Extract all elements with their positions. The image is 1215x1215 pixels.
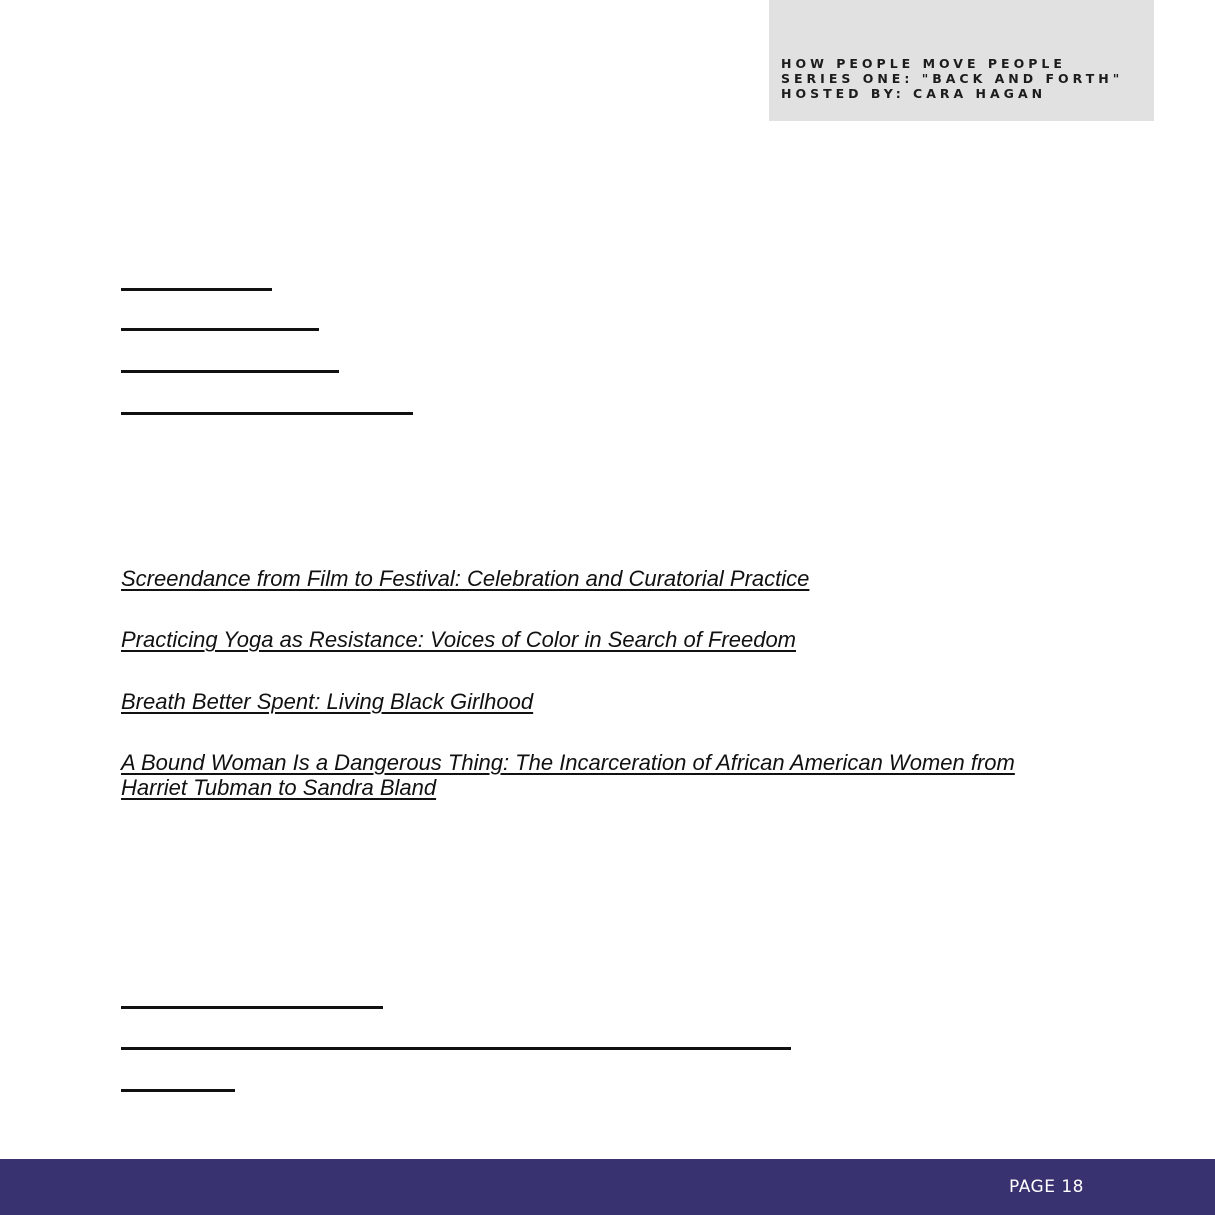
book-link-list (121, 566, 1061, 800)
book-link-bound-woman[interactable]: A Bound Woman Is a Dangerous Thing: The Incarceration of African American Women from Harriet Tubman to Sandra Bland (121, 750, 1015, 800)
empty-link-underline[interactable] (121, 412, 413, 415)
empty-link-underline[interactable] (121, 288, 272, 291)
empty-link-underline[interactable] (121, 1047, 791, 1050)
page-number: PAGE 18 (1009, 1177, 1084, 1197)
empty-link-underline[interactable] (121, 328, 319, 331)
series-header-text (781, 56, 1123, 101)
header-series-title: HOW PEOPLE MOVE PEOPLE (781, 56, 1066, 71)
header-series-subtitle: SERIES ONE: "BACK AND FORTH" (781, 71, 1124, 86)
series-header-box (769, 0, 1154, 121)
book-link-screendance[interactable]: Screendance from Film to Festival: Celebration and Curatorial Practice (121, 566, 810, 591)
empty-link-underline[interactable] (121, 370, 339, 373)
empty-link-underline[interactable] (121, 1089, 235, 1092)
empty-link-underline[interactable] (121, 1006, 383, 1009)
page-footer-bar (0, 1159, 1215, 1215)
book-link-breath-better-spent[interactable]: Breath Better Spent: Living Black Girlhood (121, 689, 534, 714)
book-link-yoga-resistance[interactable]: Practicing Yoga as Resistance: Voices of Color in Search of Freedom (121, 627, 797, 652)
header-host: HOSTED BY: CARA HAGAN (781, 86, 1047, 101)
